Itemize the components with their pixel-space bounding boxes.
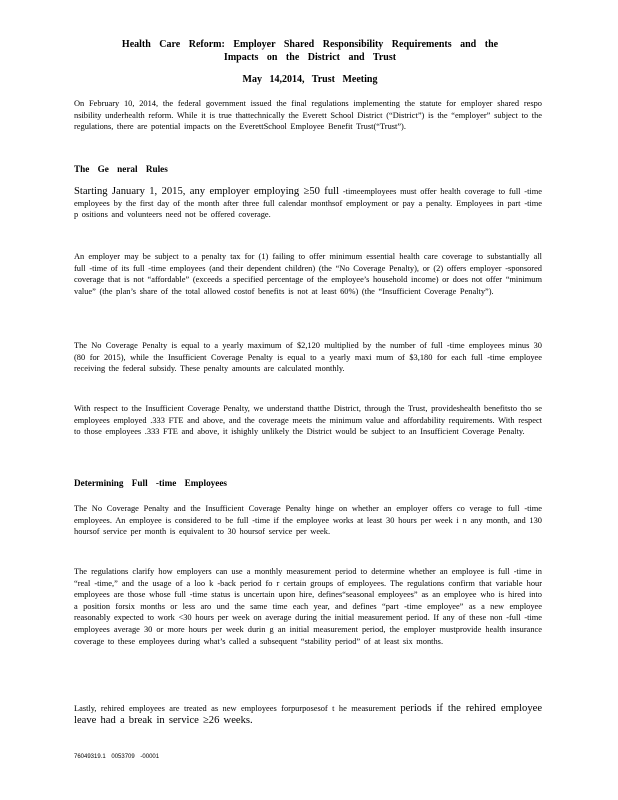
rule-lead-text: Starting January 1, 2015, any employer employing ≥50 full: [74, 186, 340, 197]
rule-rest-text: -timeemployees must offer health coverage to full -time employees by the first day of the month after three full calendar monthsof employment or pay a penalty. Employees in part -time p ositions and volunteers need not be offered coverage.: [74, 187, 542, 220]
document-title-line2: Impacts on the District and Trust: [223, 52, 397, 63]
full-time-definition-paragraph: The No Coverage Penalty and the Insufficient Coverage Penalty hinge on whether an employer offers co verage to full -time employees. An employee is considered to be full -time if the employee works at least 30 hours per week i n any month, and 130 hoursof service per month is equivalent to 30 hoursof service per week.: [74, 504, 542, 537]
meeting-date: May 14,2014, Trust Meeting: [242, 74, 378, 85]
penalty-amounts-paragraph: The No Coverage Penalty is equal to a yearly maximum of $2,120 multiplied by the number of full -time employees minus 30 (80 for 2015), while the Insufficient Coverage Penalty is equal to a yearly maxi mum of $3,180 for each full -time employee receiving the federal subsidy. These penalty amounts are calculated monthly.: [74, 341, 542, 374]
document-footer-id: 76049319.1 0053709 -00001: [74, 754, 160, 760]
rehired-lead-text: periods if the rehired employee leave had a break in service ≥26 weeks.: [74, 703, 543, 726]
section-heading-general-rules: The Ge neral Rules: [74, 164, 168, 174]
document-title-line1: Health Care Reform: Employer Shared Responsibility Requirements and the: [121, 39, 499, 50]
rehired-employees-paragraph: [74, 703, 542, 726]
rule-paragraph: [74, 186, 542, 221]
penalty-paragraph: An employer may be subject to a penalty tax for (1) failing to offer minimum essential health care coverage to substantially all full -time of its full -time employees (and their dependent children) (the “No Coverage Penalty), or (2) offers employer -sponsored coverage that is not “affordable” (exceeds a specified percentage of the employee’s household income) or does not offer “minimum value” (the plan’s share of the total allowed costof benefits is not at least 60%) (the “Insufficient Coverage Penalty”).: [74, 252, 542, 296]
section-heading-full-time: Determining Full -time Employees: [74, 478, 227, 488]
insufficient-coverage-paragraph: With respect to the Insufficient Coverage Penalty, we understand thatthe District, through the Trust, provideshealth benefitsto tho se employees employed .333 FTE and above, and the coverage meets the minimum value and affordability requirements. With respect to those employees .333 FTE and above, it ishighly unlikely the District would be subject to an Insufficient Coverage Penalty.: [74, 404, 542, 437]
rehired-text: Lastly, rehired employees are treated as new employees forpurposesof t he measurement: [74, 704, 396, 713]
intro-paragraph: On February 10, 2014, the federal government issued the final regulations implementing the statute for employer shared respo nsibility underhealth reform. While it is true thattechnically the Everett School District (“District”) is the “employer” subject to the regulations, there are potential impacts on the EverettSchool Employee Benefit Trust(“Trust”).: [74, 99, 542, 132]
measurement-regulations-paragraph: The regulations clarify how employers can use a monthly measurement period to determine whether an employee is full -time in “real -time,” and the usage of a loo k -back period fo r certain groups of employees. The regulations confirm that variable hour employees are those whose full -time status is uncertain upon hire, defines“seasonal employees” as an employee who is hired into a position forsix months or less aro und the same time each year, and defines “part -time employee” as a new employee reasonably expected to work <30 hours per week on average during the initial measurement period. If any of these non -full -time employees average 30 or more hours per week durin g an initial measurement period, the employer mustprovide health insurance coverage to these employees during what’s called a subsequent “stability period” of at least six months.: [74, 567, 542, 646]
